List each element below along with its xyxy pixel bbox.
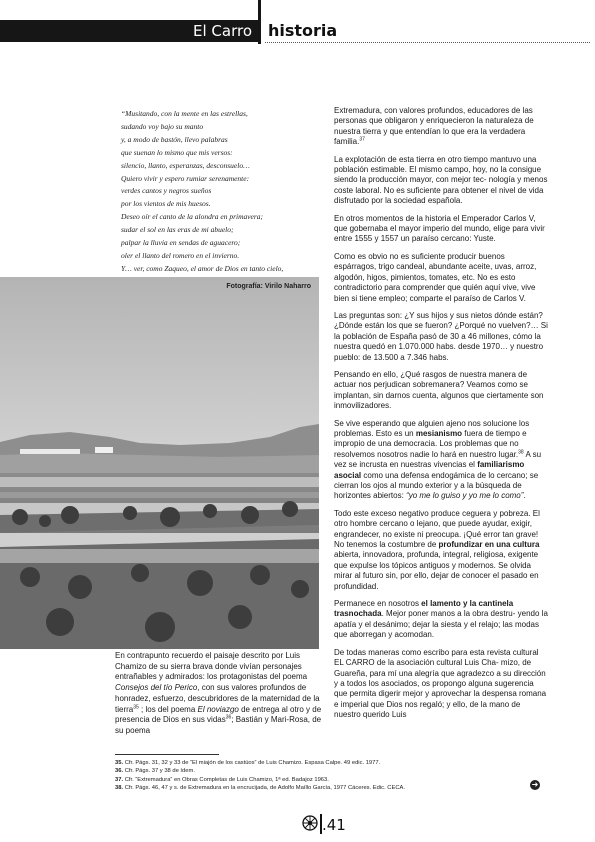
poem-line: “Musitando, con la mente en las estrellas, — [121, 109, 248, 118]
paragraph: De todas maneras como escribo para esta revista cultural EL CARRO de la asociación cultural Luis Cha- mizo, de Guareña, para mí una alegría que agradezco a su dirección y a todos los asociados, os propongo alguna sugerencia que permita digerir mejor y aprovechar la despensa romana e imperial que Dios nos regaló; y ello, de la mano de nuestro querido Luis — [334, 647, 547, 720]
paragraph: Se vive esperando que alguien ajeno nos solucione los problemas. Esto es un mesianismo fuera de tiempo e impropio de una democracia. Los problemas que no resolvemos nosotros nadie lo hará en nuestro lugar.$^{38}$ A su vez se incrusta en nuestras vivencias el familiarismo asocial como una defensa endogámica de lo cercano; se cierran los ojos al mundo exterior y a la búsqueda de horizontes abiertos: “yo me lo guiso y yo me lo como”. — [334, 418, 542, 501]
footnote-ref[interactable]: 37 — [359, 136, 365, 143]
right-column-text — [334, 106, 548, 728]
paragraph: La explotación de esta tierra en otro tiempo mantuvo una población estimable. El mismo campo, hoy, no la consigue siendo la producción mayor, con mejor tec- nología y menos coste laboral. No es suficiente para obtener el nivel de vida disfrutado por la sociedad española. — [334, 154, 548, 206]
photo-credit: Fotografía: Virilo Naharro — [226, 283, 311, 290]
paragraph: Todo este exceso negativo produce ceguera y pobreza. El otro hombre cercano o lejano, que puede ayudar, exigir, engrandecer, no existe ni preocupa. ¡Qué error tan grave! No tenemos la costumbre de profundizar en una cultura abierta, innovadora, profunda, integral, religiosa, exigente que expulse los tópicos antiguos y modernos. Se olvida mirar al futuro sin, por ello, dejar de conocer el pasado en profundidad. — [334, 508, 540, 591]
footnote: 35. Cfr. Págs. 31, 32 y 33 de “El miajón de los castúos” de Luis Chamizo. Espasa Calpe. 49 edic. 1977. — [115, 760, 381, 766]
poem-line: Y… ver, como Zaqueo, el amor de Dios en tanto cielo, — [121, 263, 284, 273]
footnote: 37. Cfr. “Extremadura” en Obras Completas de Luis Chamizo, 1ª ed. Badajoz 1963. — [115, 776, 329, 783]
page-title: historia — [268, 21, 338, 40]
paragraph: Como es obvio no es suficiente producir buenos espárragos, trigo candeal, abundante aceite, uvas, arroz, algodón, higos, pimientos, tomates, etc. No es esto contradictorio para comprender que quién aquí vive, vive bien si tiene empleo; comparte el paraíso de Carlos V. — [334, 251, 537, 303]
arrow-right-circle-icon[interactable]: ➜ — [531, 780, 539, 789]
paragraph: Permanece en nosotros el lamento y la cantinela trasnochada. Mejor poner manos a la obra destru- yendo la apatía y el desánimo; dejar la siesta y el relajo; las modas que aborregan y acomodan. — [334, 599, 548, 640]
section-name: El Carro — [193, 22, 252, 40]
footnote: 38. Cfr. Págs. 46, 47 y s. de Extremadura en la encrucijada, de Adolfo Maíllo García, 1977 Cáceres. Edic. CECA. — [115, 784, 406, 791]
paragraph: En otros momentos de la historia el Emperador Carlos V, que gobernaba el mayor imperio del mundo, elige para vivir entre 1555 y 1557 un paraíso cercano: Yuste. — [334, 213, 545, 244]
footnotes — [115, 759, 525, 792]
poem-line: y, a modo de bastón, llevo palabras — [121, 134, 228, 144]
poem-line: verdes cantos y negros sueños — [121, 186, 212, 196]
poem-line: oler el llanto del romero en el invierno. — [121, 250, 240, 260]
left-column-text — [115, 651, 325, 737]
footnote-ref[interactable]: 35 — [133, 703, 139, 710]
paragraph: Pensando en ello, ¿Qué rasgos de nuestra manera de actuar nos perjudican sobremanera? Veamos como se implantan, sin darnos cuenta, algunos que ciertamente son inmovilizadores. — [334, 369, 544, 411]
poem-line: que suenan lo mismo que mis versos: — [121, 147, 233, 157]
header-dotted-rule — [265, 42, 590, 43]
landscape-illustration — [0, 277, 319, 649]
footnote-ref[interactable]: 36 — [225, 714, 232, 721]
section-tab — [0, 20, 258, 42]
paragraph: Las preguntas son: ¿Y sus hijos y sus nietos dónde están? ¿Dónde están los que se fueron? ¿Porqué no vuelven?… Si la población de España pasó de 30 a 46 millones, cómo la nuestra quedó en 1.070.000 habs. desde 1970… y nuestro pueblo: de 13.500 a 7.346 habs. — [334, 310, 548, 362]
paragraph: Extremadura, con valores profundos, educadores de las personas que obligaron y enriquecieron la naturaleza de nuestra tierra y que entendían lo que era la verdadera familia.$^{37}$ — [334, 106, 534, 147]
footnote-rule — [115, 754, 219, 755]
footnote: 36. Cfr. Págs. 37 y 38 de ídem. — [115, 768, 195, 775]
poem-line: silencio, llanto, esperanzas, desconsuelo… — [121, 160, 250, 170]
landscape-photo — [0, 277, 319, 649]
poem-line: por los vientos de mis huesos. — [121, 199, 211, 209]
header-divider — [258, 0, 261, 44]
poem — [121, 108, 329, 289]
poem-line: sudar el sol en las eras de mi abuelo; — [121, 225, 234, 235]
poem-line: sudando voy bajo su manto — [121, 121, 204, 131]
poem-line: Quiero vivir y espero rumiar serenamente: — [121, 173, 250, 183]
page-number: .41 — [322, 816, 346, 834]
footnote-ref[interactable]: 38 — [518, 449, 524, 456]
poem-line: palpar la lluvia en sendas de aguacero; — [121, 238, 241, 248]
wheel-icon — [302, 815, 318, 836]
paragraph: En contrapunto recuerdo el paisaje descrito por Luis Chamizo de su sierra brava donde vivían personajes entrañables y admirados: los protagonistas del poema Consejos del tío Perico, con sus valores profundos de honradez, esfuerzo, descubridores de la maternidad de la tierra$^{35}$ ; los del poema El noviazgo de entrega al otro y de presencia de Dios en sus vidas$^{36}$; Bastián y Mari-Rosa, de su poema — [115, 651, 322, 735]
poem-line: Deseo oír el canto de la alondra en primavera; — [121, 212, 264, 222]
